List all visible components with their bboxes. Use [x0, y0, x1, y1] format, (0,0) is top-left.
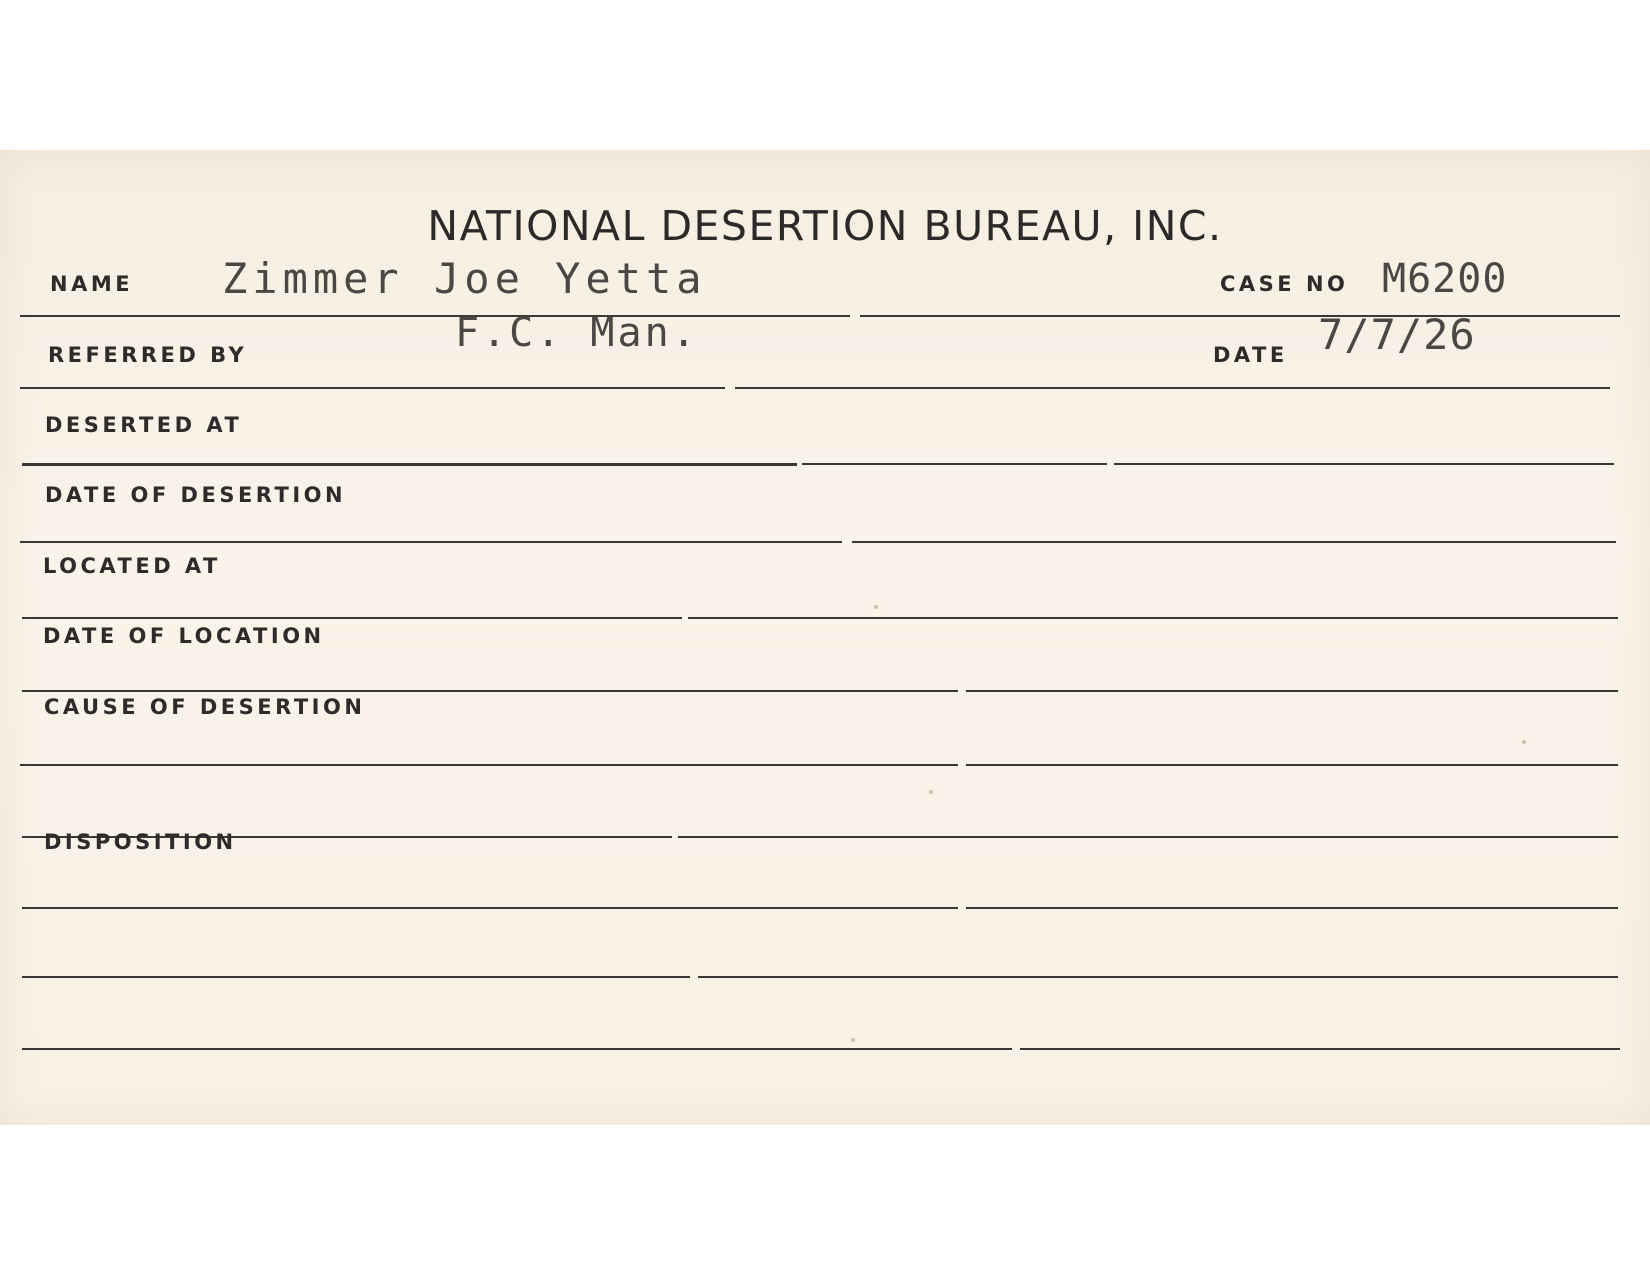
- disposition-rule: [22, 907, 958, 909]
- date-of-desertion-label: DATE OF DESERTION: [45, 483, 347, 507]
- date-of-desertion-rule: [20, 541, 842, 543]
- date-label: DATE: [1213, 343, 1288, 367]
- located-at-label: LOCATED AT: [43, 554, 221, 578]
- case-no-label: CASE NO: [1220, 272, 1349, 296]
- cause-of-desertion-rule: [20, 764, 958, 766]
- located-at-rule: [22, 617, 682, 619]
- disposition-extra-rule-1: [22, 976, 690, 978]
- name-rule: [20, 315, 850, 317]
- paper-speck: [851, 1038, 855, 1042]
- date-of-desertion-rule-right: [852, 541, 1616, 543]
- case-no-value: M6200: [1382, 256, 1508, 302]
- disposition-extra-rule-2: [22, 1048, 1012, 1050]
- date-of-location-rule: [22, 690, 958, 692]
- date-of-location-rule-right: [966, 690, 1618, 692]
- referred-by-rule: [20, 387, 725, 389]
- paper-speck: [1522, 740, 1526, 744]
- card-title: NATIONAL DESERTION BUREAU, INC.: [427, 202, 1223, 250]
- referred-by-rule-right: [735, 387, 1610, 389]
- paper-speck: [874, 605, 878, 609]
- disposition-label: DISPOSITION: [44, 830, 237, 854]
- disposition-extra-rule-2-right: [1020, 1048, 1620, 1050]
- index-card: [0, 150, 1650, 1125]
- name-label: NAME: [50, 272, 134, 296]
- date-of-location-label: DATE OF LOCATION: [43, 624, 325, 648]
- paper-speck: [929, 790, 933, 794]
- disposition-rule-right: [966, 907, 1618, 909]
- referred-by-value: F.C. Man.: [455, 310, 699, 356]
- name-value: Zimmer Joe Yetta: [222, 254, 707, 303]
- cause-extra-rule-right: [678, 836, 1618, 838]
- cause-of-desertion-label: CAUSE OF DESERTION: [44, 695, 366, 719]
- cause-of-desertion-rule-right: [966, 764, 1618, 766]
- located-at-rule-right: [688, 617, 1618, 619]
- deserted-at-rule-right: [1114, 463, 1614, 465]
- date-value: 7/7/26: [1318, 310, 1476, 359]
- deserted-at-rule: [22, 463, 797, 466]
- disposition-extra-rule-1-right: [698, 976, 1618, 978]
- deserted-at-label: DESERTED AT: [45, 413, 243, 437]
- name-rule-right: [860, 315, 1620, 317]
- deserted-at-rule-mid: [802, 463, 1107, 465]
- referred-by-label: REFERRED BY: [48, 343, 248, 367]
